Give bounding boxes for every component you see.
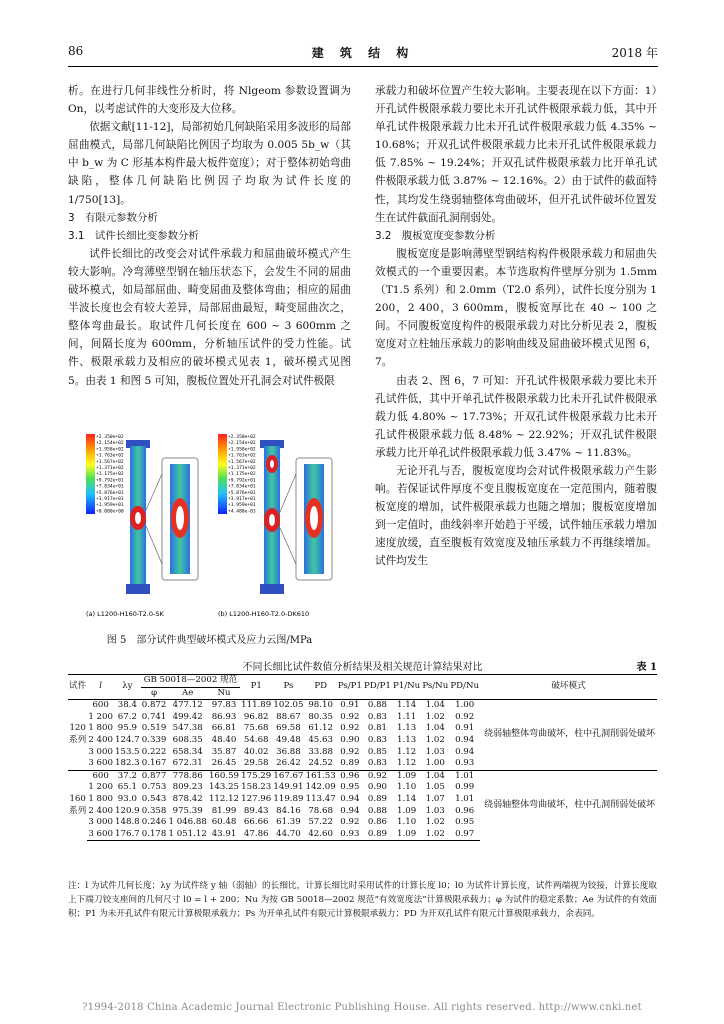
table-cell: 1.02 [425, 734, 445, 745]
table-cell: 3 600 [88, 758, 113, 769]
table-cell: 49.48 [276, 734, 301, 745]
legend-value: +1.567e+02 [96, 459, 124, 465]
paragraph: 依据文献[11-12]，局部初始几何缺陷采用多波形的局部屈曲模式，局部几何缺陷比例因子均取为 0.005 5b_w（其中 b_w 为 C 形基本构件最大板件宽度）；对于整体初始弯曲缺陷，整体几何缺陷比例因子均取为试件长度的 1/750[13]。 [68, 121, 351, 206]
table-cell: 1 200 [88, 711, 113, 722]
table-cell: 0.741 [141, 711, 167, 722]
legend-value: +7.834e+01 [96, 484, 124, 490]
col-header: PD/Nu [449, 675, 480, 700]
table-cell: 0.97 [449, 829, 480, 841]
table-cell: 0.93 [337, 829, 363, 841]
table-cell: 153.5 [115, 746, 140, 757]
table-cell: 161.53 [305, 770, 336, 781]
table-cell: 477.12 [167, 700, 207, 712]
table-cell: 1.04 [425, 723, 445, 734]
page-number: 86 [68, 44, 84, 58]
table-cell: 809.23 [172, 782, 203, 793]
table-cell: 158.23 [241, 782, 272, 793]
table-cell: 95.9 [117, 723, 137, 734]
table-cell: 78.68 [308, 805, 333, 816]
col-header: λy [114, 675, 141, 700]
legend-value: +1.175e+02 [96, 472, 124, 478]
paragraph: 由表 2、图 6，7 可知：开孔试件极限承载力要比未开孔试件低，其中开单孔试件极限承载力比未开孔试件极限承载力低 4.80% ~ 17.73%；开双孔试件极限承载力比未开孔试件极限承载力低 8.48% ~ 22.92%；开双孔试件极限承载力比开单孔试件极限承载力低 3.47% ~ 11.83%。 [375, 374, 657, 459]
table-cell: 148.8 [115, 817, 140, 828]
table-cell: 0.872 [141, 700, 167, 711]
col-header: P1 [240, 675, 272, 700]
failure-mode-cell: 绕弱轴整体弯曲破坏，柱中孔洞削弱处破坏 [480, 770, 657, 841]
table-cell: 119.89 [273, 793, 304, 804]
col-header: 破坏模式 [480, 675, 657, 700]
table-cell: 0.94 [455, 746, 475, 757]
table-cell: 182.3 [115, 758, 140, 769]
table-cell: 1.11 [397, 711, 417, 722]
table-cell: 45.63 [308, 734, 333, 745]
table-cell: 672.31 [172, 758, 203, 769]
legend-value: +1.371e+02 [96, 466, 124, 471]
legend-value: +9.792e+01 [96, 478, 124, 484]
table-cell: 0.90 [367, 782, 388, 793]
table-cell: 0.88 [363, 700, 392, 712]
table-cell: 47.86 [240, 829, 272, 841]
table-cell: 86.93 [211, 711, 237, 722]
table-cell: 0.222 [141, 746, 167, 757]
table-cell: 0.92 [340, 746, 360, 757]
table-cell: 1.09 [397, 805, 417, 816]
table-cell: 1.12 [397, 746, 417, 757]
legend-value: +9.792e+01 [228, 478, 256, 484]
table-cell: 1.12 [397, 758, 417, 769]
col-header: GB 50018—2002 规范 [141, 675, 240, 688]
table-cell: 1.14 [392, 700, 421, 712]
table-title: 不同长细比试件数值分析结果及相关规范计算结果对比 [242, 662, 483, 673]
legend-value: +1.959e+01 [96, 503, 124, 509]
table-cell: 89.43 [243, 805, 269, 816]
table-cell: 1.10 [397, 817, 417, 828]
table-cell: 0.91 [455, 723, 475, 734]
table-cell: 1.05 [425, 782, 445, 793]
table-cell: 0.90 [340, 734, 360, 745]
table-cell: 93.0 [117, 793, 137, 804]
table-cell: 142.09 [305, 782, 336, 793]
data-table [68, 674, 657, 841]
table-cell: 127.96 [241, 793, 272, 804]
table-cell: 0.83 [367, 711, 388, 722]
left-column [68, 82, 351, 390]
table-cell: 0.89 [340, 758, 360, 769]
table-cell: 97.83 [208, 700, 240, 712]
table-row [68, 770, 657, 782]
legend-value: +4.488e-03 [228, 509, 256, 515]
table-cell: 0.178 [141, 829, 168, 841]
table-cell: 1.13 [397, 734, 417, 745]
table-cell: 1.03 [425, 746, 445, 757]
table-cell: 1.04 [421, 770, 449, 782]
table-cell: 600 [87, 770, 114, 782]
table-cell: 48.40 [211, 734, 237, 745]
copyright-footer: ?1994-2018 China Academic Journal Electronic Publishing House. All rights reserved. http://www.cnki.net [82, 1002, 642, 1013]
col-header: Ps [272, 675, 304, 700]
table-cell: 42.60 [305, 829, 337, 841]
table-cell: 40.02 [243, 746, 269, 757]
table-cell: 0.99 [455, 782, 475, 793]
table-cell: 1.09 [392, 829, 421, 841]
table-cell: 0.92 [340, 723, 360, 734]
table-cell: 143.25 [208, 782, 240, 793]
table-cell: 1.07 [425, 793, 445, 804]
table-cell: 37.2 [114, 770, 141, 782]
table-cell: 0.93 [455, 758, 475, 769]
table-cell: 112.12 [208, 793, 240, 804]
table-cell: 547.38 [172, 723, 203, 734]
table-cell: 67.2 [117, 711, 137, 722]
table-cell: 0.91 [337, 700, 363, 712]
table-cell: 0.92 [455, 711, 475, 722]
table-cell: 0.89 [363, 829, 392, 841]
figure-stress-contour [84, 434, 346, 620]
table-cell: 1 051.12 [167, 829, 207, 841]
table-cell: 3 600 [87, 829, 114, 841]
table-cell: 1.02 [425, 711, 445, 722]
table-cell: 1.00 [425, 758, 445, 769]
table-cell: 29.58 [243, 758, 269, 769]
series-cell: 160 系列 [68, 770, 87, 841]
col-header: Ps/Nu [421, 675, 449, 700]
table-cell: 0.246 [141, 817, 167, 828]
table-cell: 75.68 [243, 723, 269, 734]
table-cell: 98.10 [305, 700, 337, 712]
table-cell: 26.45 [211, 758, 237, 769]
table-cell: 36.88 [276, 746, 301, 757]
failure-mode-cell: 绕弱轴整体弯曲破坏，柱中孔洞削弱处破坏 [480, 700, 657, 771]
table-cell: 60.48 [211, 817, 237, 828]
table-cell: 43.91 [208, 829, 240, 841]
table-cell: 0.85 [367, 746, 388, 757]
legend-value: +2.350e+02 [228, 435, 256, 440]
table-cell: 1.00 [449, 700, 480, 712]
legend-value: +1.959e+01 [228, 503, 256, 509]
table-cell: 0.96 [455, 805, 475, 816]
table-cell: 0.83 [367, 758, 388, 769]
table-cell: 96.82 [243, 711, 269, 722]
table-cell: 175.29 [241, 770, 272, 781]
table-cell: 2 400 [88, 805, 113, 816]
paragraph: 承载力和破坏位置产生较大影响。主要表现在以下方面：1）开孔试件极限承载力要比未开孔试件极限承载力低，其中开单孔试件极限承载力比未开孔试件极限承载力低 4.35% ~ 10.68%；开双孔试件极限承载力比未开孔试件极限承载力低 7.85% ~ 19.24%；开双孔试件极限承载力比开单孔试件极限承载力低 3.87% ~ 12.16%。2）由于试件的截面特性，其均发生绕弱轴整体弯曲破坏，但开孔试件破坏位置发生在试件截面孔洞削弱处。 [375, 85, 657, 224]
table-cell: 878.42 [172, 793, 203, 804]
table-cell: 0.92 [340, 817, 360, 828]
legend-value: +1.371e+02 [228, 466, 256, 471]
series-cell: 120 系列 [68, 700, 87, 771]
table-cell: 0.877 [141, 770, 167, 781]
legend-a [96, 434, 124, 514]
table-cell: 0.358 [141, 805, 167, 816]
legend-value: +2.154e+02 [96, 441, 124, 447]
table-caption [68, 658, 657, 673]
table-cell: 69.58 [276, 723, 301, 734]
subcaption-a: (a) L1200-H160-T2.0-SK [86, 610, 164, 618]
table-cell: 975.39 [172, 805, 203, 816]
legend-value: +2.154e+02 [228, 441, 256, 447]
table-cell: 1.01 [455, 793, 475, 804]
table-cell: 2 400 [88, 734, 113, 745]
legend-value: +5.876e+01 [228, 490, 256, 496]
table-cell: 0.94 [340, 793, 360, 804]
table-cell: 0.543 [141, 793, 167, 804]
table-cell: 1.03 [425, 805, 445, 816]
section-heading: 3 有限元参数分析 [68, 211, 158, 224]
journal-year: 2018 年 [611, 46, 658, 60]
table-cell: 0.89 [367, 793, 388, 804]
table-cell: 3 000 [88, 746, 113, 757]
legend-value: +3.917e+01 [228, 497, 256, 502]
col-header: Nu [208, 687, 240, 700]
table-cell: 658.34 [172, 746, 203, 757]
legend-value: +7.834e+01 [228, 484, 256, 490]
table-cell: 0.94 [455, 734, 475, 745]
legend-value: +1.763e+02 [228, 453, 256, 459]
table-cell: 1 800 [88, 793, 113, 804]
table-cell: 3 000 [88, 817, 113, 828]
table-cell: 66.66 [243, 817, 269, 828]
legend-b [228, 434, 256, 514]
paragraph: 腹板宽度是影响薄壁型钢结构构件极限承载力和屈曲失效模式的一个重要因素。本节选取构件壁厚分别为 1.5mm（T1.5 系列）和 2.0mm（T2.0 系列），试件长度分别为 1 200，2 400，3 600mm，腹板宽厚比在 40 ~ 100 之间。不同腹板宽度构件的极限承载力对比分析见表 2，腹板宽度对立柱轴压承载力的影响曲线及屈曲破坏模式见图 6，7。 [375, 247, 657, 369]
figure-caption: 图 5 部分试件典型破坏模式及应力云图/MPa [106, 635, 313, 646]
figure-panel-b [218, 434, 332, 618]
table-cell: 149.91 [273, 782, 304, 793]
table-cell: 778.86 [167, 770, 207, 782]
legend-value: +1.958e+02 [228, 447, 256, 453]
table-cell: 0.94 [340, 805, 360, 816]
table-cell: 111.89 [241, 700, 272, 711]
table-cell: 160.59 [208, 770, 240, 781]
table-cell: 120.9 [115, 805, 140, 816]
table-cell: 1.10 [397, 782, 417, 793]
table-cell: 0.96 [337, 770, 363, 782]
table-cell: 0.339 [141, 734, 167, 745]
table-cell: 57.22 [308, 817, 333, 828]
table-cell: 65.1 [117, 782, 137, 793]
table-cell: 0.92 [363, 770, 392, 782]
header-rule [68, 66, 658, 67]
table-cell: 1.02 [425, 817, 445, 828]
color-bar-a [86, 434, 95, 514]
legend-value: +5.876e+01 [96, 490, 124, 496]
table-cell: 0.753 [141, 782, 167, 793]
paragraph: 无论开孔与否，腹板宽度均会对试件极限承载力产生影响。若保证试件厚度不变且腹板宽度在一定范围内，随着腹板宽度的增加，试件极限承载力也随之增加；腹板宽度增加到一定值时，曲线斜率开始趋于平缓，试件轴压承载力增加速度放缓，直至腹板有效宽度及轴压承载力不再继续增加。试件均发生 [375, 464, 657, 568]
figure-panel-a [86, 434, 198, 618]
table-cell: 61.12 [308, 723, 333, 734]
legend-value: +1.763e+02 [96, 453, 124, 459]
table-cell: 61.39 [276, 817, 301, 828]
table-cell: 0.95 [455, 817, 475, 828]
col-header: Ps/P1 [337, 675, 363, 700]
table-cell: 1.01 [449, 770, 480, 782]
legend-value: +1.175e+02 [228, 472, 256, 478]
col-header: 试件 [68, 675, 87, 700]
table-cell: 1 800 [88, 723, 113, 734]
table-cell: 1.14 [397, 793, 417, 804]
table-cell: 0.519 [141, 723, 167, 734]
color-bar-b [218, 434, 227, 514]
table-cell: 1.09 [392, 770, 421, 782]
table-cell: 608.35 [172, 734, 203, 745]
legend-value: +1.958e+02 [96, 447, 124, 453]
table-cell: 1 046.88 [168, 817, 207, 828]
subsection-heading: 3.1 试件长细比变参数分析 [68, 229, 199, 242]
table-cell: 0.95 [340, 782, 360, 793]
paragraph: 析。在进行几何非线性分析时，将 Nlgeom 参数设置调为 On，以考虑试件的大变形及大位移。 [68, 85, 351, 116]
table-cell: 88.67 [276, 711, 301, 722]
table-cell: 1.02 [421, 829, 449, 841]
table-cell: 124.7 [115, 734, 140, 745]
legend-value: +0.000e+00 [96, 509, 124, 515]
table-body [68, 700, 657, 841]
table-cell: 54.68 [243, 734, 269, 745]
legend-value: +3.917e+01 [96, 497, 124, 502]
col-header: l [87, 675, 114, 700]
table-cell: 38.4 [114, 700, 141, 712]
journal-title: 建 筑 结 构 [311, 46, 415, 60]
table-cell: 0.81 [367, 723, 388, 734]
table-cell: 24.52 [308, 758, 333, 769]
legend-value: +2.350e+02 [96, 435, 124, 440]
table-cell: 113.47 [305, 793, 336, 804]
table-cell: 176.7 [114, 829, 141, 841]
col-header: P1/Nu [392, 675, 421, 700]
table-cell: 26.42 [276, 758, 301, 769]
table-cell: 33.88 [308, 746, 333, 757]
table-cell: 44.70 [272, 829, 304, 841]
legend-value: +1.567e+02 [228, 459, 256, 465]
table-row [68, 700, 657, 712]
table-cell: 167.67 [273, 770, 304, 781]
table-note: 注：l 为试件几何长度；λy 为试件绕 y 轴（弱轴）的长细比，计算长细比时采用试件的计算长度 l0；l0 为试件计算长度，试件两端视为铰接，计算长度取上下端刀铰支座间的几何尺寸 l0 = l + 200；Nu 为按 GB 50018—2002 规范“有效宽度法”计算极限承载力；φ 为试件的稳定系数；Ae 为试件的有效面积；P1 为未开孔试件有限元计算极限承载力；Ps 为开单孔试件有限元计算极限承载力；PD 为开双孔试件有限元计算极限承载力，余表同。 [68, 881, 657, 919]
right-column [375, 82, 657, 571]
table-cell: 35.87 [211, 746, 237, 757]
table-cell: 0.83 [367, 734, 388, 745]
page-header [68, 44, 658, 60]
table-cell: 84.16 [276, 805, 301, 816]
table-cell: 499.42 [172, 711, 203, 722]
col-header: PD/P1 [363, 675, 392, 700]
subcaption-b: (b) L1200-H160-T2.0-DK610 [218, 610, 310, 618]
table-cell: 80.35 [308, 711, 333, 722]
col-header: Ae [167, 687, 207, 700]
col-header: PD [305, 675, 337, 700]
table-cell: 102.05 [273, 700, 304, 711]
paragraph: 试件长细比的改变会对试件承载力和屈曲破坏模式产生较大影响。冷弯薄壁型钢在轴压状态下，会发生不同的屈曲破坏模式，如局部屈曲、畸变屈曲及整体弯曲；相应的屈曲半波长度也会有较大差异，局部屈曲最短，畸变屈曲次之，整体弯曲最长。取试件几何长度在 600 ~ 3 600mm 之间，间隔长度为 600mm，分析轴压试件的受力性能。试件、极限承载力及相应的破坏模式见表 1，破坏模式见图 5。由表 1 和图 5 可知，腹板位置处开孔洞会对试件极限 [68, 247, 351, 387]
table-cell: 1.13 [397, 723, 417, 734]
col-header: φ [141, 687, 168, 700]
table-cell: 600 [87, 700, 114, 712]
table-cell: 0.92 [340, 711, 360, 722]
table-cell: 66.81 [211, 723, 237, 734]
table-cell: 0.86 [367, 817, 388, 828]
table-cell: 0.167 [141, 758, 167, 769]
subsection-heading: 3.2 腹板宽度变参数分析 [375, 229, 496, 242]
table-cell: 0.88 [367, 805, 388, 816]
table-number: 表 1 [636, 662, 657, 673]
table-cell: 1.04 [421, 700, 449, 712]
table-cell: 81.99 [211, 805, 237, 816]
table-cell: 1 200 [88, 782, 113, 793]
